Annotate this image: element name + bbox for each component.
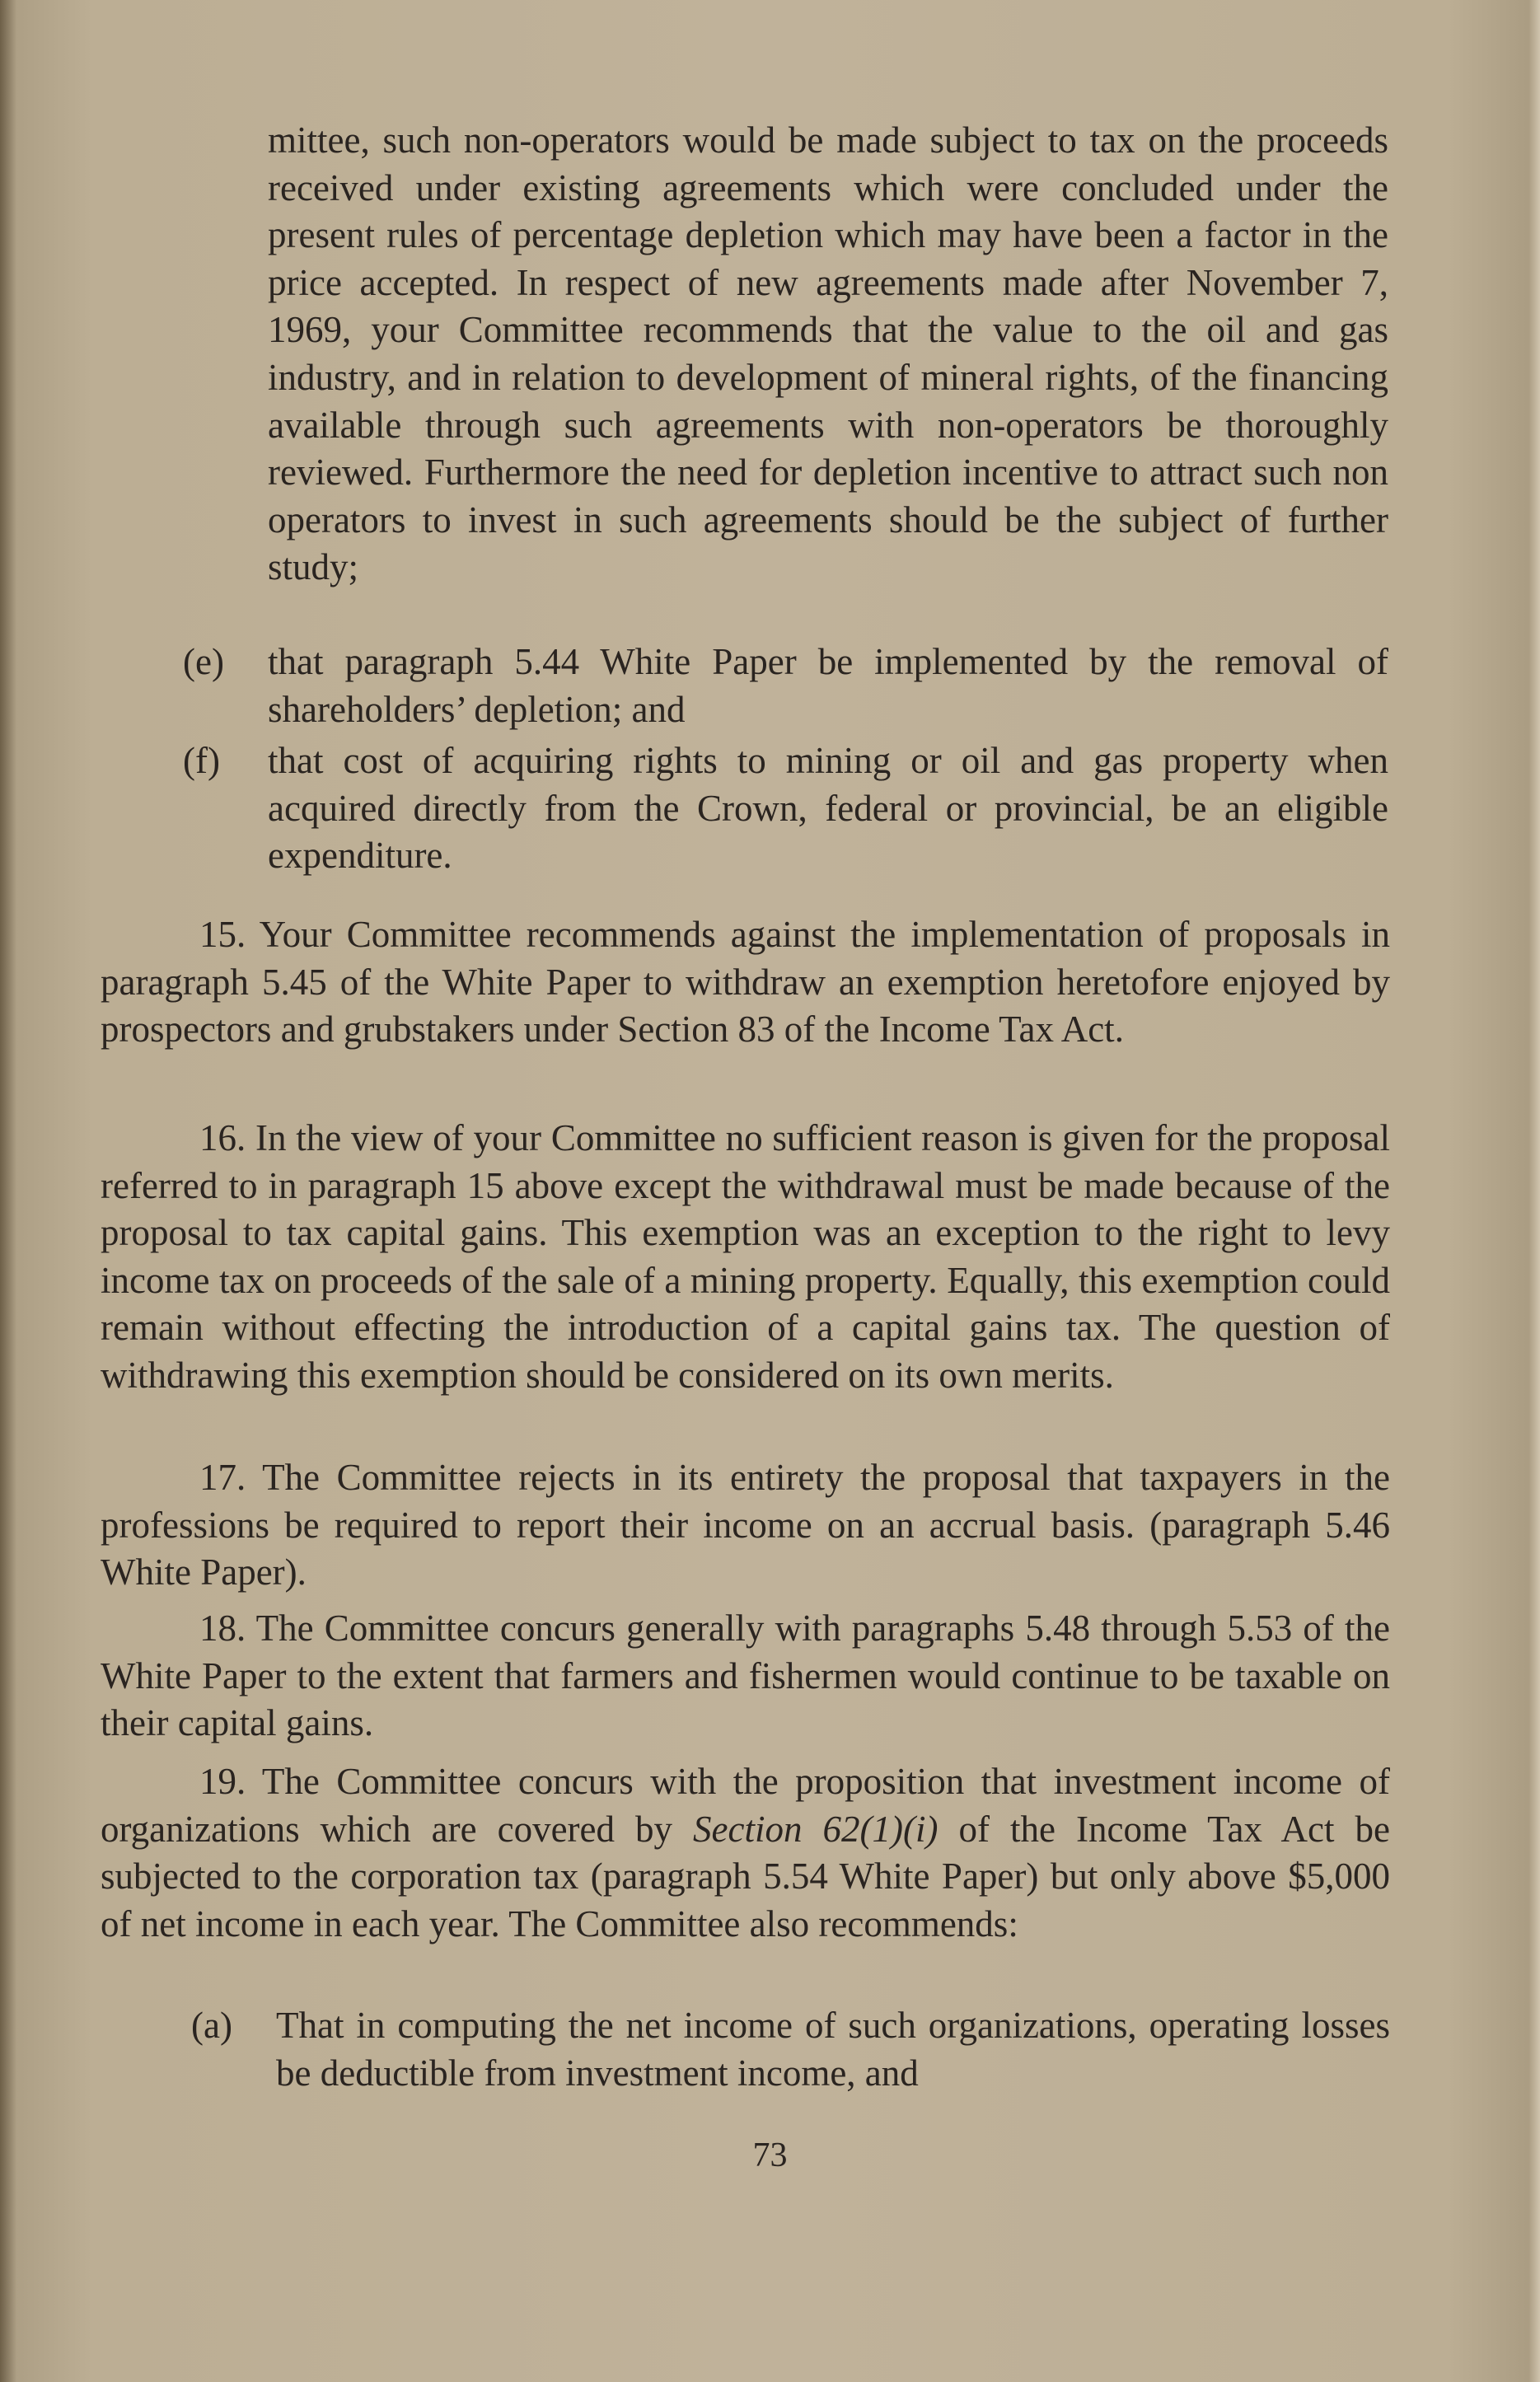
paragraph-19 <box>101 1758 1390 1948</box>
spine-shadow <box>0 0 16 2382</box>
paragraph-text: The Committee concurs generally with paragraphs 5.48 through 5.53 of the White Paper to the extent that farmers and fishermen would continue to be taxable on their capital gains. <box>101 1607 1390 1744</box>
paragraph-number: 19. <box>199 1761 246 1802</box>
list-item-text: That in computing the net income of such organizations, operating losses be deductible from investment income, and <box>276 2005 1390 2094</box>
page-number: 73 <box>752 2136 788 2174</box>
paragraph-text: The Committee rejects in its entirety the proposal that taxpayers in the professions be required to report their income on an accrual basis. (paragraph 5.46 White Paper). <box>101 1457 1391 1593</box>
paragraph-15 <box>101 911 1390 1054</box>
paragraph-17 <box>101 1454 1390 1597</box>
page-edge <box>1528 0 1540 2382</box>
list-item-label: (e) <box>183 641 224 682</box>
list-item-text: that paragraph 5.44 White Paper be implemented by the removal of shareholders’ depletion; and <box>268 641 1388 730</box>
list-item-text: that cost of acquiring rights to mining or oil and gas property when acquired directly from the Crown, federal or provincial, be an eligible expenditure. <box>268 740 1388 877</box>
paragraph-number: 17. <box>199 1457 246 1498</box>
paragraph-number: 16. <box>199 1117 246 1158</box>
paragraph-text-before: The Committee concurs with the proposition that investment income of organizations which are covered by <box>101 1761 1390 1850</box>
list-item-label: (f) <box>183 740 220 781</box>
list-item-label: (a) <box>191 2005 232 2046</box>
paragraph-number: 15. <box>199 914 246 955</box>
paragraph-18 <box>101 1605 1390 1748</box>
paragraph-text-after: of the Income Tax Act be subjected to the corporation tax (paragraph 5.54 White Paper) but only above $5,000 of net income in each year. The Committee also recommends: <box>101 1808 1390 1944</box>
paragraph-16 <box>101 1115 1390 1400</box>
paragraph-text: Your Committee recommends against the implementation of proposals in paragraph 5.45 of the White Paper to withdraw an exemption heretofore enjoyed by prospectors and grubstakers under Section 83 of the Income Tax Act. <box>101 914 1390 1051</box>
continuation-paragraph: mittee, such non-operators would be made subject to tax on the proceeds received under existing agreements which were concluded under the present rules of percentage depletion which may have been a factor in the price accepted. In respect of new agreements made after November 7, 1969, your Committee recommends that the value to the oil and gas industry, and in relation to development of mineral rights, of the financing available through such agreements with non-operators be thoroughly reviewed. Furthermore the need for depletion incentive to attract such non operators to invest in such agreements should be the subject of further study; <box>268 119 1388 588</box>
paragraph-text: In the view of your Committee no sufficient reason is given for the proposal referred to in paragraph 15 above except the withdrawal must be made because of the proposal to tax capital gains. This exemption was an exception to the right to levy income tax on proceeds of the sale of a mining property. Equally, this exemption could remain without effecting the introduction of a capital gains tax. The question of withdrawing this exemption should be considered on its own merits. <box>101 1117 1390 1396</box>
section-reference: Section 62(1)(i) <box>693 1808 939 1850</box>
paragraph-number: 18. <box>199 1607 246 1649</box>
